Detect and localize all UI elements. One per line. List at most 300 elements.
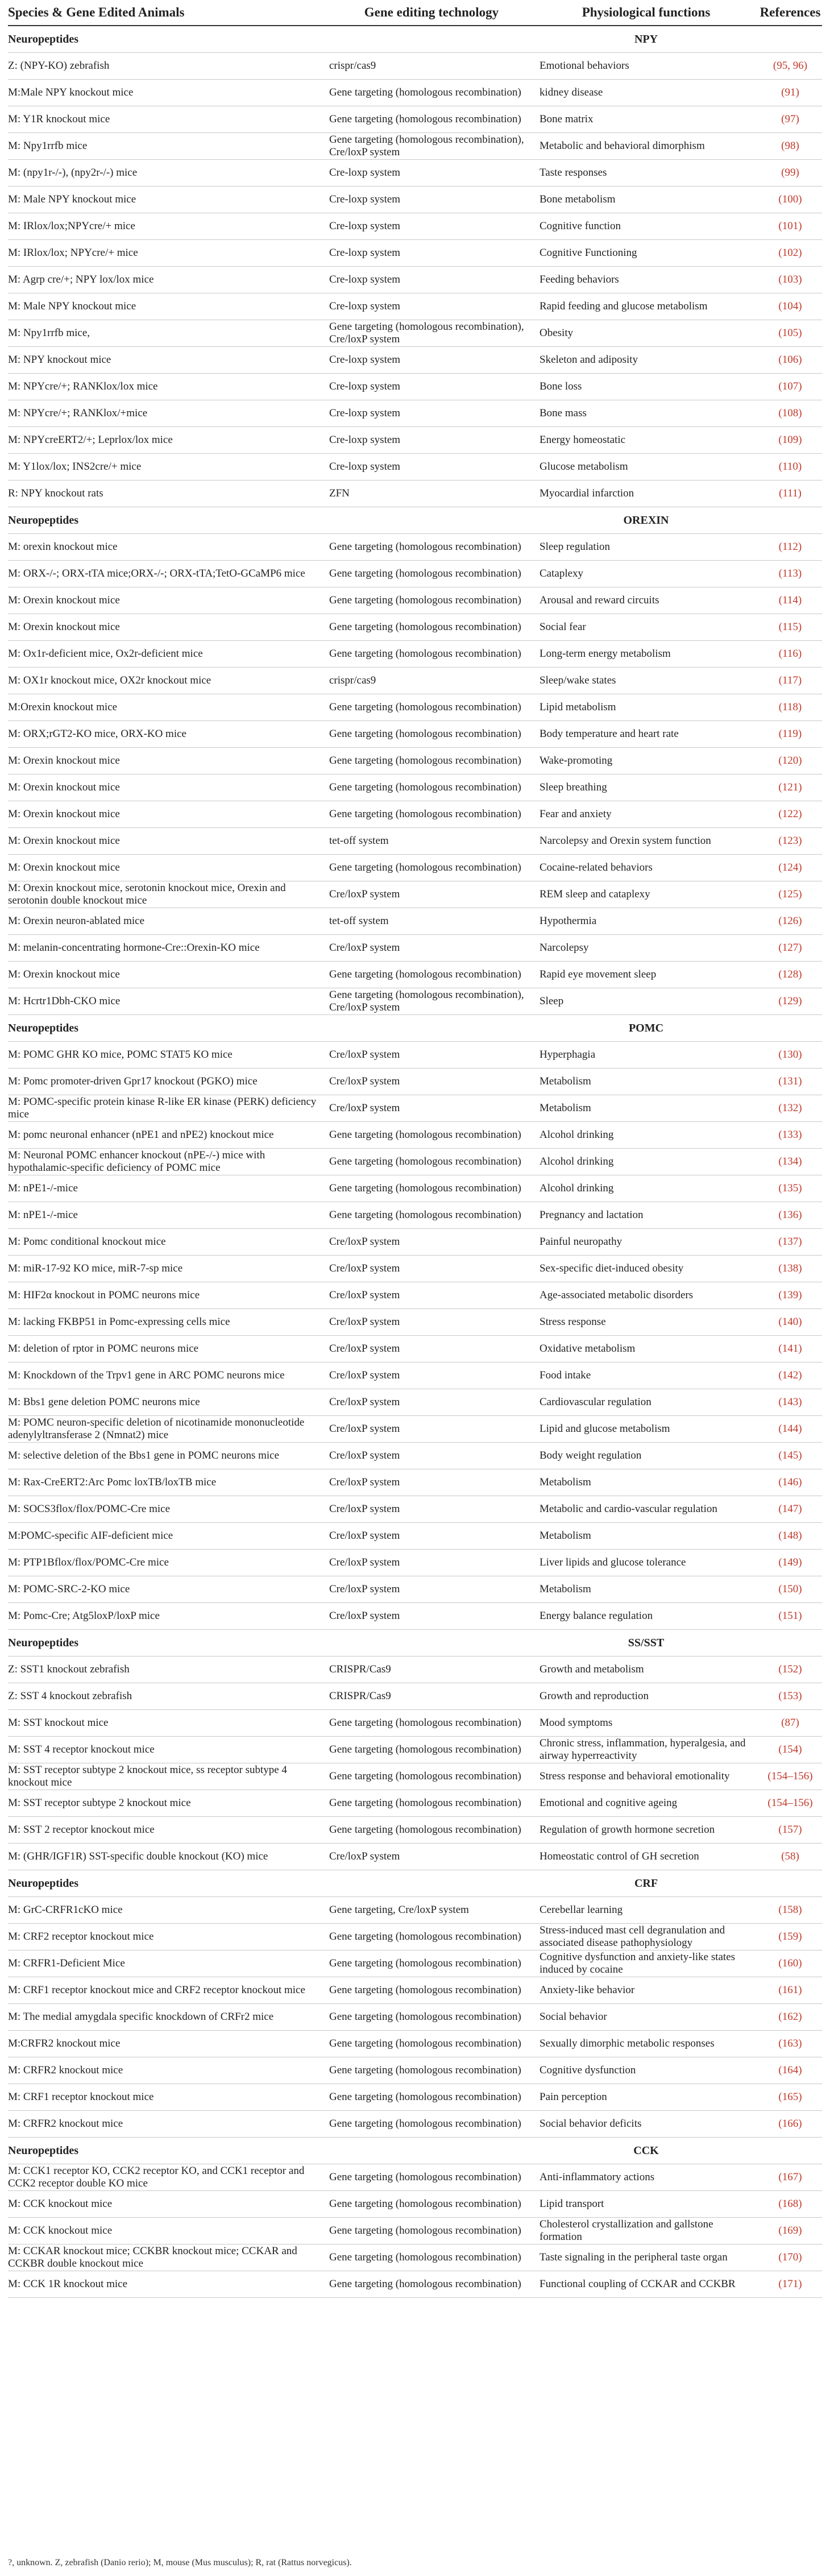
- technology-cell: Gene targeting (homologous recombination): [329, 2198, 521, 2210]
- table-row: [8, 1576, 822, 1603]
- species-cell: M: POMC-specific protein kinase R-like ER kinase (PERK) deficiency mice: [8, 1096, 317, 1120]
- reference-link[interactable]: (118): [778, 701, 802, 713]
- reference-link[interactable]: (58): [781, 1850, 799, 1862]
- reference-link[interactable]: (100): [778, 193, 802, 205]
- species-cell: M: SST receptor subtype 2 knockout mice: [8, 1797, 191, 1809]
- species-cell: M: IRlox/lox;NPYcre/+ mice: [8, 220, 135, 232]
- reference-cell: [758, 728, 822, 740]
- reference-link[interactable]: (154–156): [767, 1797, 813, 1809]
- technology-cell: Cre/loxP system: [329, 1343, 400, 1355]
- table-row: [8, 187, 822, 213]
- reference-link[interactable]: (158): [778, 1904, 802, 1916]
- reference-link[interactable]: (127): [778, 942, 802, 954]
- reference-link[interactable]: (163): [778, 2037, 802, 2049]
- reference-cell: [758, 1690, 822, 1703]
- reference-cell: [758, 1797, 822, 1809]
- reference-cell: [758, 1610, 822, 1622]
- reference-link[interactable]: (102): [778, 247, 802, 259]
- function-cell: Energy balance regulation: [540, 1610, 653, 1622]
- reference-cell: [758, 247, 822, 259]
- species-cell: M: HIF2α knockout in POMC neurons mice: [8, 1289, 200, 1301]
- technology-cell: Cre/loxP system: [329, 1583, 400, 1595]
- technology-cell: Gene targeting (homologous recombination): [329, 2091, 521, 2103]
- gene-editing-table: [8, 0, 822, 2298]
- table-row: [8, 534, 822, 561]
- technology-cell: Gene targeting (homologous recombination): [329, 728, 521, 740]
- species-cell: M: Orexin knockout mice, serotonin knockout mice, Orexin and serotonin double knockout mice: [8, 882, 286, 906]
- header-species: Species & Gene Edited Animals: [8, 5, 185, 19]
- species-cell: M: Orexin knockout mice: [8, 781, 120, 793]
- species-cell: M: CCKAR knockout mice; CCKBR knockout mice; CCKAR and CCKBR double knockout mice: [8, 2245, 297, 2269]
- technology-cell: Gene targeting (homologous recombination): [329, 2251, 521, 2263]
- reference-cell: [758, 1449, 822, 1462]
- function-cell: Long-term energy metabolism: [540, 648, 671, 660]
- reference-cell: [758, 2118, 822, 2130]
- function-cell: Cognitive dysfunction and anxiety-like states induced by cocaine: [540, 1951, 736, 1976]
- reference-link[interactable]: (135): [778, 1182, 802, 1194]
- table-row: [8, 53, 822, 80]
- reference-cell: [758, 2171, 822, 2184]
- reference-link[interactable]: (125): [778, 888, 802, 900]
- reference-cell: [758, 621, 822, 633]
- reference-link[interactable]: (116): [778, 648, 802, 660]
- technology-cell: Gene targeting (homologous recombination), Cre/loxP system: [329, 989, 524, 1013]
- reference-link[interactable]: (122): [778, 808, 802, 820]
- technology-cell: ZFN: [329, 487, 350, 499]
- species-cell: M: Male NPY knockout mice: [8, 193, 136, 205]
- reference-link[interactable]: (134): [778, 1156, 802, 1167]
- reference-link[interactable]: (148): [778, 1530, 802, 1542]
- function-cell: Age-associated metabolic disorders: [540, 1289, 694, 1301]
- function-cell: Stress response and behavioral emotionality: [540, 1770, 730, 1782]
- species-cell: M: CCK knockout mice: [8, 2225, 113, 2237]
- function-cell: Cognitive dysfunction: [540, 2064, 636, 2076]
- header-functions: Physiological functions: [582, 5, 711, 19]
- table-row: [8, 267, 822, 293]
- reference-link[interactable]: (131): [778, 1075, 802, 1087]
- technology-cell: Gene targeting (homologous recombination): [329, 541, 521, 553]
- function-cell: Bone mass: [540, 407, 587, 419]
- species-cell: M: CRFR1-Deficient Mice: [8, 1957, 125, 1969]
- table-row: [8, 240, 822, 267]
- species-cell: M: Neuronal POMC enhancer knockout (nPE-/-) mice with hypothalamic-specific deficiency of POMC mice: [8, 1149, 265, 1174]
- reference-link[interactable]: (141): [778, 1343, 802, 1355]
- reference-link[interactable]: (145): [778, 1449, 802, 1461]
- reference-link[interactable]: (149): [778, 1556, 802, 1568]
- table-row: [8, 2111, 822, 2138]
- function-cell: Social behavior deficits: [540, 2118, 642, 2130]
- table-body: [8, 26, 822, 2298]
- reference-link[interactable]: (157): [778, 1824, 802, 1836]
- table-row: [8, 748, 822, 775]
- table-row: [8, 1790, 822, 1817]
- function-cell: Skeleton and adiposity: [540, 354, 638, 366]
- table-row: [8, 1389, 822, 1416]
- header-references: References: [760, 5, 821, 19]
- table-row: [8, 1469, 822, 1496]
- reference-link[interactable]: (126): [778, 915, 802, 927]
- technology-cell: Gene targeting (homologous recombination): [329, 594, 521, 606]
- species-cell: M:Orexin knockout mice: [8, 701, 118, 713]
- reference-link[interactable]: (101): [778, 220, 802, 232]
- reference-link[interactable]: (142): [778, 1369, 802, 1381]
- reference-link[interactable]: (107): [778, 380, 802, 392]
- technology-cell: Gene targeting (homologous recombination): [329, 113, 521, 125]
- reference-link[interactable]: (138): [778, 1262, 802, 1274]
- species-cell: M: Y1lox/lox; INS2cre/+ mice: [8, 461, 142, 473]
- technology-cell: Cre/loxP system: [329, 1102, 400, 1114]
- reference-link[interactable]: (119): [778, 728, 802, 740]
- reference-cell: [758, 942, 822, 954]
- function-cell: Homeostatic control of GH secretion: [540, 1850, 699, 1862]
- table-row: [8, 1977, 822, 2004]
- reference-link[interactable]: (114): [778, 594, 802, 606]
- reference-cell: [758, 2037, 822, 2050]
- reference-cell: [758, 1476, 822, 1489]
- reference-link[interactable]: (105): [778, 327, 802, 339]
- function-cell: Anti-inflammatory actions: [540, 2171, 655, 2183]
- table-row: [8, 160, 822, 187]
- species-cell: M: IRlox/lox; NPYcre/+ mice: [8, 247, 138, 259]
- species-cell: M: (GHR/IGF1R) SST-specific double knockout (KO) mice: [8, 1850, 268, 1862]
- reference-link[interactable]: (130): [778, 1049, 802, 1061]
- reference-cell: [758, 1262, 822, 1275]
- section-title: SS/SST: [628, 1637, 665, 1649]
- technology-cell: Gene targeting (homologous recombination), Cre/loxP system: [329, 321, 524, 345]
- function-cell: REM sleep and cataplexy: [540, 888, 650, 900]
- reference-link[interactable]: (112): [778, 541, 802, 553]
- reference-cell: [758, 113, 822, 126]
- function-cell: Emotional and cognitive ageing: [540, 1797, 678, 1809]
- reference-link[interactable]: (120): [778, 755, 802, 767]
- species-cell: M: CCK1 receptor KO, CCK2 receptor KO, and CCK1 receptor and CCK2 receptor double KO mice: [8, 2165, 305, 2189]
- reference-cell: [758, 1850, 822, 1863]
- function-cell: Myocardial infarction: [540, 487, 634, 499]
- reference-link[interactable]: (132): [778, 1102, 802, 1114]
- reference-link[interactable]: (151): [778, 1610, 802, 1622]
- function-cell: Body weight regulation: [540, 1449, 642, 1461]
- reference-link[interactable]: (161): [778, 1984, 802, 1996]
- reference-cell: [758, 2011, 822, 2023]
- reference-cell: [758, 2225, 822, 2237]
- reference-link[interactable]: (115): [778, 621, 802, 633]
- reference-link[interactable]: (160): [778, 1957, 802, 1969]
- reference-cell: [758, 1396, 822, 1409]
- species-cell: M: Orexin knockout mice: [8, 755, 120, 767]
- reference-link[interactable]: (99): [781, 167, 799, 179]
- table-row: [8, 1202, 822, 1229]
- technology-cell: Cre-loxp system: [329, 380, 401, 392]
- function-cell: Liver lipids and glucose tolerance: [540, 1556, 686, 1568]
- section-row: [8, 1870, 822, 1897]
- technology-cell: Gene targeting (homologous recombination), Cre/loxP system: [329, 134, 524, 158]
- species-cell: M: CCK 1R knockout mice: [8, 2278, 128, 2290]
- reference-cell: [758, 995, 822, 1008]
- function-cell: Stress-induced mast cell degranulation and associated disease pathophysiology: [540, 1924, 725, 1949]
- species-cell: M: orexin knockout mice: [8, 541, 118, 553]
- table-row: [8, 2004, 822, 2031]
- species-cell: M: NPYcreERT2/+; Leprlox/lox mice: [8, 434, 173, 446]
- species-cell: M: lacking FKBP51 in Pomc-expressing cells mice: [8, 1316, 230, 1328]
- reference-link[interactable]: (171): [778, 2278, 802, 2290]
- table-row: [8, 106, 822, 133]
- reference-link[interactable]: (133): [778, 1129, 802, 1141]
- reference-link[interactable]: (124): [778, 862, 802, 873]
- section-title: OREXIN: [623, 514, 669, 527]
- section-label: Neuropeptides: [8, 33, 79, 45]
- reference-link[interactable]: (103): [778, 274, 802, 285]
- reference-link[interactable]: (104): [778, 300, 802, 312]
- technology-cell: Gene targeting (homologous recombination): [329, 1129, 521, 1141]
- reference-cell: [758, 888, 822, 901]
- reference-link[interactable]: (147): [778, 1503, 802, 1515]
- reference-link[interactable]: (166): [778, 2118, 802, 2130]
- technology-cell: Cre-loxp system: [329, 167, 401, 179]
- reference-link[interactable]: (154–156): [767, 1770, 813, 1782]
- reference-link[interactable]: (106): [778, 354, 802, 366]
- table-row: [8, 1309, 822, 1336]
- table-row: [8, 1817, 822, 1844]
- function-cell: Sex-specific diet-induced obesity: [540, 1262, 684, 1274]
- technology-cell: Cre-loxp system: [329, 220, 401, 232]
- reference-link[interactable]: (128): [778, 968, 802, 980]
- reference-cell: [758, 1957, 822, 1970]
- technology-cell: Cre/loxP system: [329, 1449, 400, 1461]
- technology-cell: Cre-loxp system: [329, 193, 401, 205]
- technology-cell: CRISPR/Cas9: [329, 1663, 391, 1675]
- reference-link[interactable]: (117): [778, 674, 802, 686]
- technology-cell: Cre/loxP system: [329, 1610, 400, 1622]
- technology-cell: crispr/cas9: [329, 60, 376, 72]
- section-row: [8, 507, 822, 534]
- species-cell: M: Y1R knockout mice: [8, 113, 110, 125]
- reference-link[interactable]: (169): [778, 2225, 802, 2237]
- reference-link[interactable]: (98): [781, 140, 799, 152]
- species-cell: M: Pomc promoter-driven Gpr17 knockout (PGKO) mice: [8, 1075, 258, 1087]
- function-cell: Body temperature and heart rate: [540, 728, 679, 740]
- technology-cell: Cre/loxP system: [329, 1423, 400, 1435]
- reference-link[interactable]: (152): [778, 1663, 802, 1675]
- species-cell: M: POMC GHR KO mice, POMC STAT5 KO mice: [8, 1049, 233, 1061]
- reference-cell: [758, 1931, 822, 1943]
- table-row: [8, 1068, 822, 1095]
- reference-cell: [758, 2091, 822, 2103]
- species-cell: M: (npy1r-/-), (npy2r-/-) mice: [8, 167, 138, 179]
- table-row: [8, 1149, 822, 1175]
- function-cell: Obesity: [540, 327, 574, 339]
- section-label: Neuropeptides: [8, 1022, 79, 1034]
- reference-link[interactable]: (109): [778, 434, 802, 446]
- species-cell: M: melanin-concentrating hormone-Cre::Orexin-KO mice: [8, 942, 260, 954]
- reference-cell: [758, 1904, 822, 1916]
- technology-cell: Gene targeting (homologous recombination): [329, 1717, 521, 1729]
- table-row: [8, 1416, 822, 1443]
- function-cell: Arousal and reward circuits: [540, 594, 659, 606]
- function-cell: Hypothermia: [540, 915, 597, 927]
- technology-cell: tet-off system: [329, 915, 389, 927]
- technology-cell: Gene targeting (homologous recombination): [329, 968, 521, 980]
- reference-cell: [758, 354, 822, 366]
- reference-cell: [758, 755, 822, 767]
- table-row: [8, 1763, 822, 1790]
- function-cell: Regulation of growth hormone secretion: [540, 1824, 715, 1836]
- species-cell: M: Orexin knockout mice: [8, 808, 120, 820]
- table-row: [8, 614, 822, 641]
- reference-cell: [758, 300, 822, 313]
- reference-cell: [758, 1503, 822, 1515]
- reference-link[interactable]: (150): [778, 1583, 802, 1595]
- species-cell: M: NPYcre/+; RANKlox/+mice: [8, 407, 148, 419]
- reference-link[interactable]: (168): [778, 2198, 802, 2210]
- technology-cell: Cre-loxp system: [329, 274, 401, 285]
- reference-link[interactable]: (136): [778, 1209, 802, 1221]
- table-footnote: ?, unknown. Z, zebrafish (Danio rerio); M, mouse (Mus musculus); R, rat (Rattus norvegicus).: [8, 2558, 352, 2567]
- reference-cell: [758, 1583, 822, 1596]
- table-row: [8, 988, 822, 1015]
- table-row: [8, 1175, 822, 1202]
- section-row: [8, 1630, 822, 1656]
- function-cell: Sleep: [540, 995, 564, 1007]
- table-row: [8, 427, 822, 454]
- technology-cell: tet-off system: [329, 835, 389, 847]
- technology-cell: Gene targeting (homologous recombination): [329, 86, 521, 98]
- table-row: [8, 1603, 822, 1630]
- function-cell: Growth and metabolism: [540, 1663, 644, 1675]
- reference-cell: [758, 1343, 822, 1355]
- table-row: [8, 962, 822, 988]
- table-row: [8, 641, 822, 668]
- table-row: [8, 2031, 822, 2057]
- reference-cell: [758, 2251, 822, 2264]
- table-row: [8, 2084, 822, 2111]
- reference-link[interactable]: (154): [778, 1743, 802, 1755]
- function-cell: Narcolepsy and Orexin system function: [540, 835, 711, 847]
- reference-cell: [758, 220, 822, 233]
- reference-cell: [758, 701, 822, 714]
- reference-link[interactable]: (111): [779, 487, 802, 499]
- function-cell: Cocaine-related behaviors: [540, 862, 653, 873]
- reference-link[interactable]: (167): [778, 2171, 802, 2183]
- table-row: [8, 213, 822, 240]
- table-row: [8, 347, 822, 374]
- reference-cell: [758, 1236, 822, 1248]
- section-label: Neuropeptides: [8, 2144, 79, 2157]
- function-cell: Metabolism: [540, 1075, 591, 1087]
- function-cell: Wake-promoting: [540, 755, 613, 767]
- function-cell: Mood symptoms: [540, 1717, 613, 1729]
- table-row: [8, 881, 822, 908]
- species-cell: M: Pomc-Cre; Atg5loxP/loxP mice: [8, 1610, 160, 1622]
- table-row: [8, 320, 822, 347]
- technology-cell: Cre/loxP system: [329, 1556, 400, 1568]
- reference-link[interactable]: (121): [778, 781, 802, 793]
- function-cell: Bone matrix: [540, 113, 594, 125]
- table-row: [8, 1336, 822, 1362]
- function-cell: Anxiety-like behavior: [540, 1984, 635, 1996]
- function-cell: Pregnancy and lactation: [540, 1209, 644, 1221]
- reference-link[interactable]: (162): [778, 2011, 802, 2023]
- reference-cell: [758, 1530, 822, 1542]
- reference-link[interactable]: (113): [778, 568, 802, 579]
- reference-link[interactable]: (110): [778, 461, 802, 473]
- reference-cell: [758, 915, 822, 927]
- reference-link[interactable]: (129): [778, 995, 802, 1007]
- function-cell: Sleep/wake states: [540, 674, 616, 686]
- reference-link[interactable]: (137): [778, 1236, 802, 1248]
- function-cell: Lipid metabolism: [540, 701, 616, 713]
- species-cell: M: GrC-CRFR1cKO mice: [8, 1904, 123, 1916]
- function-cell: Glucose metabolism: [540, 461, 628, 473]
- function-cell: Taste responses: [540, 167, 607, 179]
- technology-cell: Cre-loxp system: [329, 247, 401, 259]
- technology-cell: Gene targeting (homologous recombination): [329, 781, 521, 793]
- species-cell: M: Agrp cre/+; NPY lox/lox mice: [8, 274, 154, 285]
- species-cell: M: Orexin knockout mice: [8, 594, 120, 606]
- table-row: [8, 133, 822, 160]
- reference-link[interactable]: (159): [778, 1931, 802, 1943]
- reference-cell: [758, 1369, 822, 1382]
- technology-cell: Gene targeting (homologous recombination): [329, 755, 521, 767]
- reference-cell: [758, 2064, 822, 2077]
- function-cell: Metabolism: [540, 1583, 591, 1595]
- reference-link[interactable]: (91): [781, 86, 799, 98]
- table-row: [8, 1443, 822, 1469]
- reference-link[interactable]: (108): [778, 407, 802, 419]
- reference-link[interactable]: (139): [778, 1289, 802, 1301]
- reference-link[interactable]: (164): [778, 2064, 802, 2076]
- reference-cell: [758, 86, 822, 99]
- reference-link[interactable]: (165): [778, 2091, 802, 2103]
- section-row: [8, 26, 822, 53]
- species-cell: M: Ox1r-deficient mice, Ox2r-deficient mice: [8, 648, 203, 660]
- table-row: [8, 2244, 822, 2271]
- species-cell: M: deletion of rptor in POMC neurons mice: [8, 1343, 199, 1355]
- reference-link[interactable]: (144): [778, 1423, 802, 1435]
- reference-link[interactable]: (170): [778, 2251, 802, 2263]
- species-cell: M: Npy1rrfb mice: [8, 140, 88, 152]
- table-row: [8, 1950, 822, 1977]
- function-cell: Sleep regulation: [540, 541, 610, 553]
- reference-link[interactable]: (146): [778, 1476, 802, 1488]
- species-cell: Z: (NPY-KO) zebrafish: [8, 60, 110, 72]
- reference-cell: [758, 380, 822, 393]
- reference-link[interactable]: (123): [778, 835, 802, 847]
- technology-cell: Gene targeting (homologous recombination): [329, 2278, 521, 2290]
- reference-link[interactable]: (153): [778, 1690, 802, 1702]
- reference-cell: [758, 2278, 822, 2291]
- table-row: [8, 80, 822, 106]
- function-cell: Oxidative metabolism: [540, 1343, 636, 1355]
- reference-link[interactable]: (97): [781, 113, 799, 125]
- reference-cell: [758, 1156, 822, 1168]
- reference-cell: [758, 1984, 822, 1997]
- technology-cell: Cre-loxp system: [329, 434, 401, 446]
- table-header: [8, 0, 822, 26]
- reference-cell: [758, 1129, 822, 1141]
- reference-link[interactable]: (87): [781, 1717, 799, 1729]
- reference-link[interactable]: (140): [778, 1316, 802, 1328]
- function-cell: Metabolism: [540, 1476, 591, 1488]
- table-row: [8, 2271, 822, 2298]
- table-row: [8, 1256, 822, 1282]
- reference-link[interactable]: (143): [778, 1396, 802, 1408]
- section-title: CRF: [634, 1877, 658, 1890]
- technology-cell: Gene targeting (homologous recombination): [329, 1797, 521, 1809]
- reference-link[interactable]: (95, 96): [773, 60, 808, 72]
- species-cell: M: ORX-/-; ORX-tTA mice;ORX-/-; ORX-tTA;TetO-GCaMP6 mice: [8, 568, 305, 579]
- header-technology: Gene editing technology: [364, 5, 499, 19]
- function-cell: Feeding behaviors: [540, 274, 619, 285]
